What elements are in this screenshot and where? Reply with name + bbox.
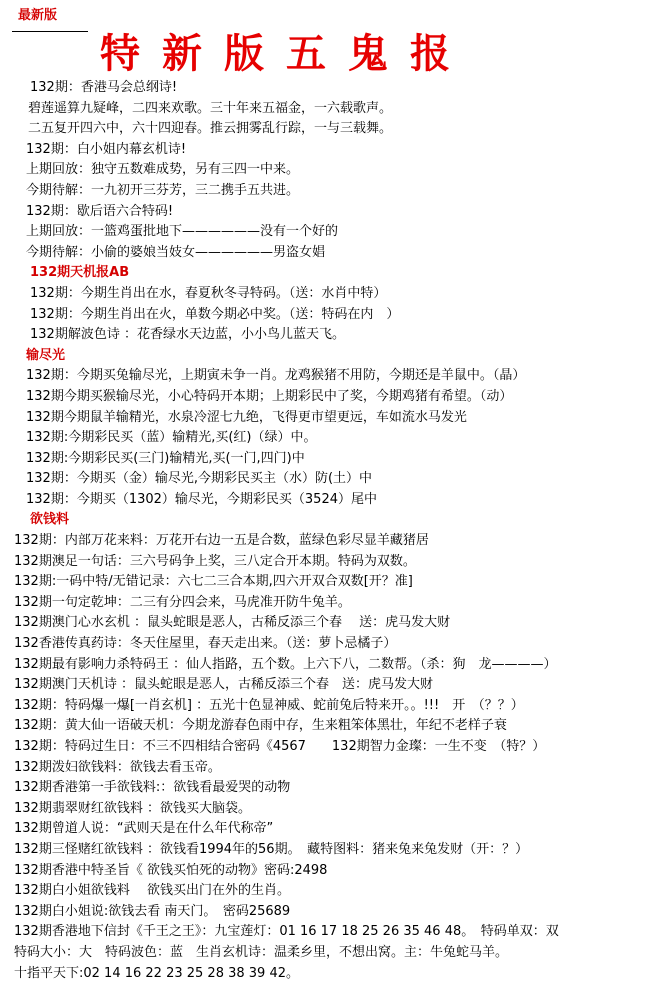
text-line: 132期：白小姐内幕玄机诗! bbox=[26, 141, 187, 157]
text-line: 132期：特码爆一爆[一肖玄机] ：五光十色显神威、蛇前兔后特来开。。!!! 开 （？？） bbox=[14, 697, 524, 713]
text-line: 132期澳门天机诗 ：鼠头蛇眼是恶人，古稀反添三个春 送：虎马发大财 bbox=[14, 677, 433, 693]
text-line: 特码大小：大 特码波色：蓝 生肖玄机诗：温柔乡里，不想出窝。主：牛兔蛇马羊。 bbox=[14, 944, 509, 960]
text-line: 今期待解：小偷的婆娘当妓女——————男盗女娼 bbox=[26, 244, 326, 260]
text-line: 132期：歇后语六合特码! bbox=[26, 203, 174, 219]
text-line: 132期最有影响力杀特码王 ：仙人指路，五个数。上六下八，二数帮。（杀：狗 龙————） bbox=[14, 656, 557, 672]
text-line: 132期:一码中特/无错记录：六七二三合本期,四六开双合双数[开？准] bbox=[14, 574, 413, 590]
text-line: 上期回放：独守五数难成势，另有三四一中来。 bbox=[26, 162, 300, 178]
text-line: 132期泼妇欲钱料：欲钱去看玉帝。 bbox=[14, 759, 221, 775]
text-line: 132期今期鼠羊输精光，水泉冷涩七九绝，飞得更市望更远，车如流水马发光 bbox=[26, 409, 467, 425]
text-line: 132期三怪赌红欲钱料 ：欲钱看1994年的56期。 藏特图料：猪来兔来兔发财（开：？） bbox=[14, 841, 529, 857]
text-line: 132期香港地下信封《千王之王》：九宝莲灯：01 16 17 18 25 26 35 46 48。 特码单双：双 bbox=[14, 924, 559, 940]
text-line: 132期白小姐说:欲钱去看 南天门。 密码25689 bbox=[14, 903, 291, 919]
article-body bbox=[0, 78, 670, 984]
text-line: 132期：特码过生日：不三不四相结合密码《4567 132期智力金璨：一生不变 （特？） bbox=[14, 739, 546, 754]
edition-badge: 最新版 bbox=[18, 8, 58, 23]
section-heading-shujin: 输尽光 bbox=[26, 347, 66, 363]
text-line: 132期翡翠财红欲钱料 ：欲钱买大脑袋。 bbox=[14, 800, 251, 816]
page-title: 特新版五鬼报 bbox=[100, 30, 472, 77]
text-line: 132期澳足一句话：三六号码争上奖，三八定合开本期。特码为双数。 bbox=[14, 553, 416, 569]
text-line: 132期香港中特圣旨《 欲钱买怕死的动物》密码:2498 bbox=[14, 862, 328, 878]
text-line: 132期一句定乾坤：二三有分四会来，马虎准开防牛兔羊。 bbox=[14, 594, 351, 610]
text-line: 132期今期买猴输尽光，小心特码开本期；上期彩民中了奖，今期鸡猪有希望。（动） bbox=[26, 388, 513, 404]
badge-underline bbox=[12, 31, 88, 32]
text-line: 132期：内部万花来料：万花开右边一五是合数，蓝绿色彩尽显羊藏猪居 bbox=[14, 533, 429, 549]
text-line: 132期：今期买（金）输尽光,今期彩民买主（水）防(土）中 bbox=[26, 471, 373, 487]
text-line: 132期：今期买兔输尽光，上期寅未争一肖。龙鸡猴猪不用防，今期还是羊鼠中。（晶） bbox=[26, 368, 526, 384]
section-heading-yuqian: 欲钱料 bbox=[30, 512, 70, 528]
text-line: 二五复开四六中，六十四迎春。推云拥雾乱行踪，一与三载舞。 bbox=[28, 121, 393, 137]
text-line: 132期：今期买（1302）输尽光，今期彩民买（3524）尾中 bbox=[26, 491, 377, 507]
text-line: 132期：今期生肖出在火，单数今期必中奖。（送：特码在内 ） bbox=[30, 306, 400, 322]
text-line: 132期：今期生肖出在水，春夏秋冬寻特码。（送：水肖中特） bbox=[30, 285, 387, 301]
text-line: 132期香港第一手欲钱料:：欲钱看最爱哭的动物 bbox=[14, 780, 291, 796]
text-line: 132期:今期彩民买(三门)输精光,买(一门,四门)中 bbox=[26, 450, 305, 466]
text-line: 十指平天下:02 14 16 22 23 25 28 38 39 42。 bbox=[14, 965, 299, 981]
text-line: 碧莲遥算九疑峰，二四来欢歌。三十年来五福金，一六载歌声。 bbox=[28, 100, 393, 116]
section-heading-tianji: 132期天机报AB bbox=[30, 265, 130, 281]
text-line: 今期待解：一九初开三芬芳，三二携手五共进。 bbox=[26, 182, 300, 198]
text-line: 132期澳门心水玄机 ：鼠头蛇眼是恶人，古稀反添三个春 送：虎马发大财 bbox=[14, 615, 451, 631]
text-line: 上期回放：一篮鸡蛋批地下——————没有一个好的 bbox=[26, 224, 339, 240]
text-line: 132期：黄大仙一语破天机：今期龙游春色雨中存，生来粗笨体黑壮，年纪不老样子衰 bbox=[14, 718, 507, 734]
text-line: 132期曾道人说：“武则天是在什么年代称帝” bbox=[14, 821, 274, 837]
text-line: 132香港传真药诗：冬天住屋里，春天走出来。（送：萝卜忌橘子） bbox=[14, 636, 397, 652]
text-line: 132期：香港马会总纲诗! bbox=[30, 80, 178, 95]
text-line: 132期解波色诗 ：花香绿水天边蓝，小小鸟儿蓝天飞。 bbox=[30, 327, 345, 343]
text-line: 132期白小姐欲钱料 欲钱买出门在外的生肖。 bbox=[14, 883, 290, 899]
text-line: 132期:今期彩民买（蓝）输精光,买(红)（绿）中。 bbox=[26, 430, 317, 446]
